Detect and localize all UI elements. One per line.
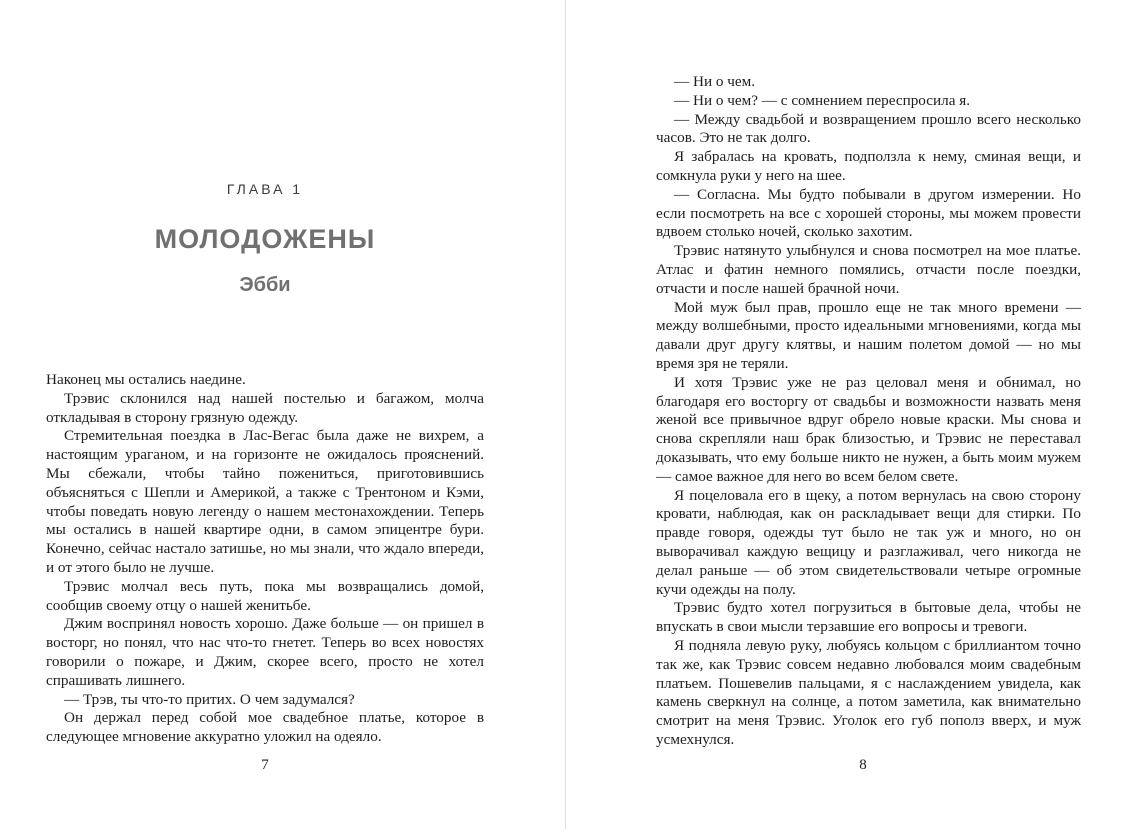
right-page: [566, 0, 1133, 829]
right-page-text: [656, 73, 1081, 750]
chapter-label: ГЛАВА 1: [226, 181, 304, 197]
paragraph: Наконец мы остались наедине.: [46, 371, 246, 388]
paragraph: — Трэв, ты что-то притих. О чем задумался?: [64, 690, 355, 708]
left-page: [0, 0, 565, 829]
paragraph: Я поцеловала его в щеку, а потом вернулась на свою сторону кровати, наблюдая, как он раскладывает вещи для стирки. По правде говоря, одежды тут было не так уж и много, но он выворачивал каждую вещицу и разглаживал, чего никогда не делал раньше — об этом свидетельствовали четыре огромные кучи одежды на полу.: [656, 486, 1081, 598]
paragraph: Я забралась на кровать, подползла к нему, сминая вещи, и сомкнула руки у него на шее.: [656, 148, 1081, 184]
paragraph: Трэвис склонился над нашей постелью и багажом, молча откладывая в сторону грязную одежду.: [46, 389, 484, 426]
paragraph: — Согласна. Мы будто побывали в другом измерении. Но если посмотреть на все с хорошей стороны, мы можем провести вдвоем столько ночей, сколько захотим.: [656, 185, 1081, 241]
paragraph: Трэвис молчал весь путь, пока мы возвращались домой, сообщив своему отцу о нашей женитьбе.: [46, 577, 484, 614]
paragraph: Я подняла левую руку, любуясь кольцом с бриллиантом точно так же, как Трэвис совсем недавно любовался моим свадебным платьем. Пошевелив пальцами, я с наслаждением увидела, как камень сверкнул на солнце, а потом заметила, как внимательно смотрит на меня Трэвис. Уголок его губ пополз вверх, и муж усмехнулся.: [656, 636, 1081, 748]
page-number: 8: [859, 757, 867, 773]
paragraph: Трэвис будто хотел погрузиться в бытовые дела, чтобы не впускать в свои мысли терзавшие его вопросы и тревоги.: [656, 599, 1081, 636]
paragraph: Трэвис натянуто улыбнулся и снова посмотрел на мое платье. Атлас и фатин немного помялись, отчасти после поездки, отчасти и после нашей брачной ночи.: [656, 242, 1081, 297]
paragraph: И хотя Трэвис уже не раз целовал меня и обнимал, но благодаря его восторгу от свадьбы и возможности назвать меня женой все привычное вдруг обрело новые краски. Мы снова и снова скрепляли наш брак близостью, и Трэвис не переставал доказывать, что ему больше никто не нужен, а быть моим мужем — самое важное для него во всем белом свете.: [656, 373, 1081, 485]
chapter-subtitle: Эбби: [239, 274, 291, 296]
paragraph: Он держал перед собой мое свадебное платье, которое в следующее мгновение аккуратно уложил на одеяло.: [46, 709, 484, 746]
paragraph: — Между свадьбой и возвращением прошло всего несколько часов. Это не так долго.: [656, 110, 1081, 147]
paragraph: — Ни о чем? — с сомнением переспросила я.: [674, 91, 971, 109]
paragraph: Мой муж был прав, прошло еще не так много времени — между волшебными, просто идеальными мгновениями, когда мы давали друг другу клятвы, и нашим полетом домой — но мы время зря не теряли.: [656, 298, 1081, 372]
page-number: 7: [261, 757, 269, 773]
chapter-title: МОЛОДОЖЕНЫ: [154, 224, 376, 254]
left-page-text: [46, 371, 484, 747]
paragraph: — Ни о чем.: [674, 73, 756, 90]
paragraph: Стремительная поездка в Лас-Вегас была даже не вихрем, а настоящим ураганом, и на горизонте не ожидалось прояснений. Мы сбежали, чтобы тайно пожениться, приготовившись объясняться с Шепли и Америкой, а также с Трентоном и Кэми, чтобы поведать новую легенду о нашем местонахождении. Теперь мы остались в нашей квартире одни, в самом эпицентре бури. Конечно, сейчас настало затишье, но мы знали, что ждало впереди, и от этого было не лучше.: [46, 427, 484, 576]
paragraph: Джим воспринял новость хорошо. Даже больше — он пришел в восторг, но понял, что нас что-то гнетет. Теперь во всех новостях говорили о пожаре, и Джим, скорее всего, просто не хотел спрашивать лишнего.: [46, 615, 484, 689]
